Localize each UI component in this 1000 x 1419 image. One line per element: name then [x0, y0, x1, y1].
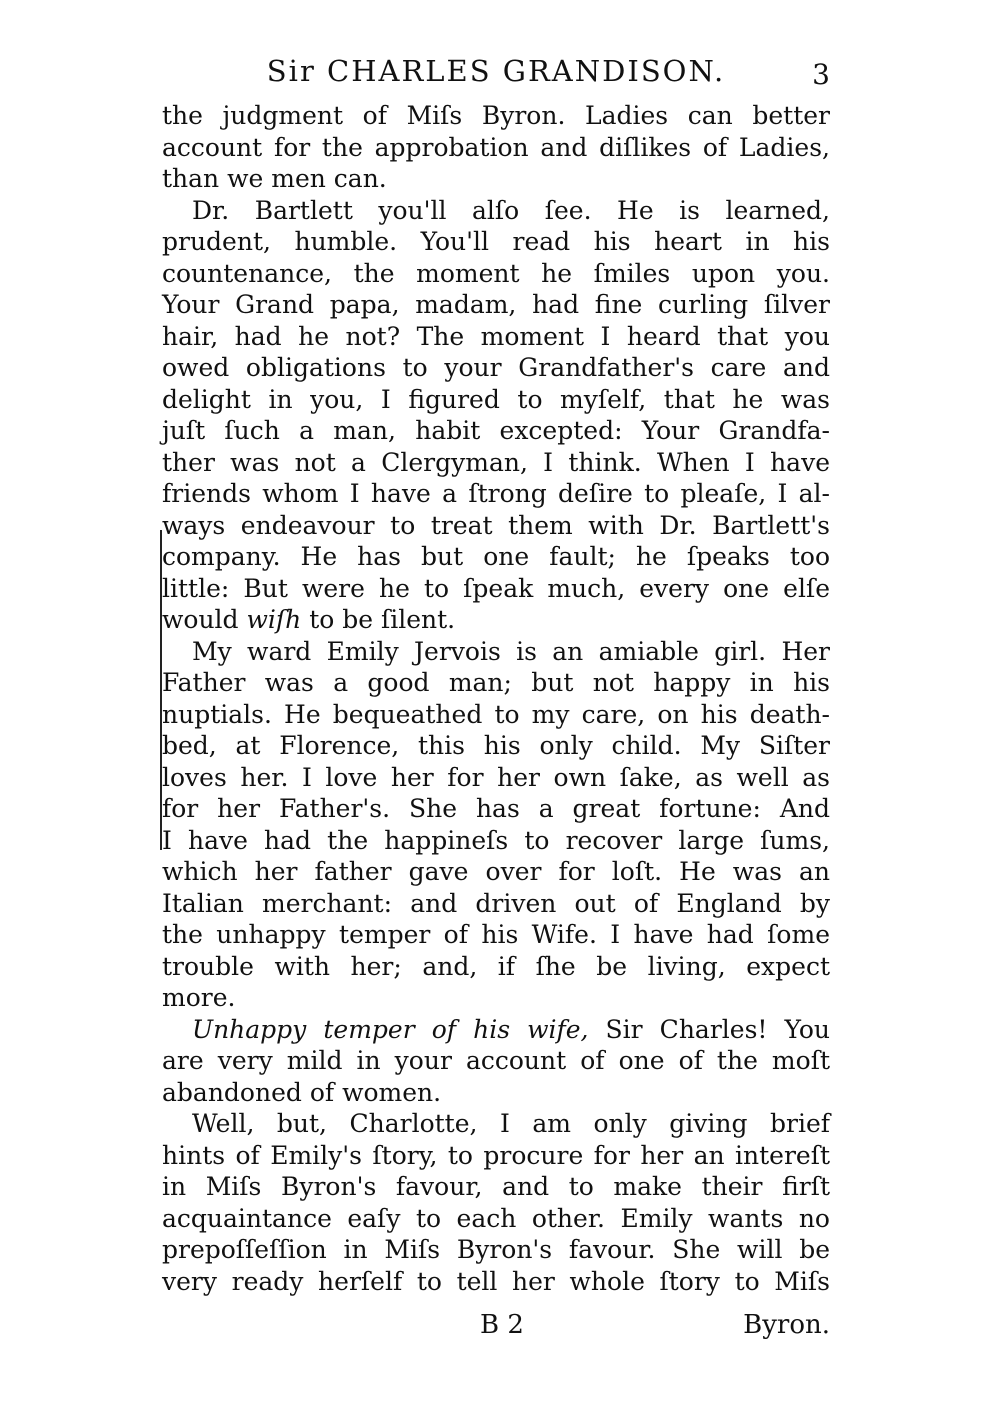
page-footer — [162, 1310, 830, 1344]
text-line: the judgment of Miſs Byron. Ladies can better — [162, 101, 830, 130]
text-line: the unhappy temper of his Wife. I have had ſome — [162, 920, 830, 949]
text-line: owed obligations to your Grandfather's care and — [162, 353, 830, 382]
text-line: Dr. Bartlett you'll alſo ſee. He is learned, — [192, 195, 830, 225]
text-line: hints of Emily's ſtory, to procure for her an intereſt — [162, 1140, 830, 1170]
text-line: more. — [162, 983, 236, 1012]
italic-text: Unhappy temper of his wife, — [192, 1014, 589, 1044]
text-line: account for the approbation and diſlikes of Ladies, — [162, 132, 830, 162]
text-line: than we men can. — [162, 164, 387, 193]
text-line: are very mild in your account of one of the moſt — [162, 1046, 830, 1075]
signature-mark: B 2 — [480, 1310, 524, 1340]
catchword: Byron. — [743, 1310, 830, 1340]
text-line: friends whom I have a ſtrong deſire to pleaſe, I al- — [162, 479, 830, 508]
text-span: would — [162, 605, 247, 634]
text-line: acquaintance eaſy to each other. Emily wants no — [162, 1203, 830, 1233]
text-line: ways endeavour to treat them with Dr. Bartlett's — [162, 510, 830, 540]
body-text — [162, 100, 830, 1297]
paragraph — [162, 195, 830, 636]
text-line: hair, had he not? The moment I heard that you — [162, 321, 830, 351]
page-header — [162, 52, 830, 92]
paragraph — [162, 1014, 830, 1109]
text-line: Italian merchant: and driven out of England by — [162, 888, 830, 918]
text-line: prudent, humble. You'll read his heart in his — [162, 227, 830, 256]
text-line: Your Grand papa, madam, had fine curling ſilver — [162, 290, 830, 319]
paragraph — [162, 1108, 830, 1297]
text-line: countenance, the moment he ſmiles upon you. — [162, 258, 830, 288]
text-line: company. He has but one fault; he ſpeaks too — [162, 542, 830, 571]
text-line: I have had the happineſs to recover large ſums, — [162, 825, 830, 855]
text-line: My ward Emily Jervois is an amiable girl. Her — [192, 636, 830, 666]
text-line: ther was not a Clergyman, I think. When I have — [162, 447, 830, 477]
text-span: to be ſilent. — [301, 605, 456, 634]
text-line — [162, 604, 830, 636]
text-line: juſt ſuch a man, habit excepted: Your Grandfa- — [162, 416, 830, 445]
text-line: abandoned of women. — [162, 1077, 442, 1107]
text-line: prepoſſeſſion in Miſs Byron's favour. She will be — [162, 1235, 830, 1264]
text-line: little: But were he to ſpeak much, every one elſe — [162, 573, 830, 603]
text-line: in Miſs Byron's favour, and to make their firſt — [162, 1172, 830, 1201]
text-line: Well, but, Charlotte, I am only giving brief — [192, 1109, 830, 1138]
text-line: for her Father's. She has a great fortune: And — [162, 794, 830, 823]
text-line: loves her. I love her for her own ſake, as well as — [162, 762, 830, 792]
running-head: Sir CHARLES GRANDISON. — [266, 54, 726, 88]
text-line: delight in you, I figured to myſelf, that he was — [162, 384, 830, 414]
italic-text: wiſh — [246, 605, 302, 634]
text-line: trouble with her; and, if ſhe be living, expect — [162, 951, 830, 981]
paragraph — [162, 636, 830, 1014]
page-number: 3 — [812, 58, 830, 91]
paragraph — [162, 100, 830, 195]
text-line: Father was a good man; but not happy in his — [162, 668, 830, 697]
text-span: Sir Charles! You — [588, 1014, 830, 1044]
text-line — [162, 1014, 830, 1046]
text-line: which her father gave over for loſt. He was an — [162, 857, 830, 886]
text-line: bed, at Florence, this his only child. My Siſter — [162, 731, 830, 760]
text-line: nuptials. He bequeathed to my care, on his death- — [162, 699, 830, 729]
text-line: very ready herſelf to tell her whole ſtory to Miſs — [162, 1266, 830, 1296]
